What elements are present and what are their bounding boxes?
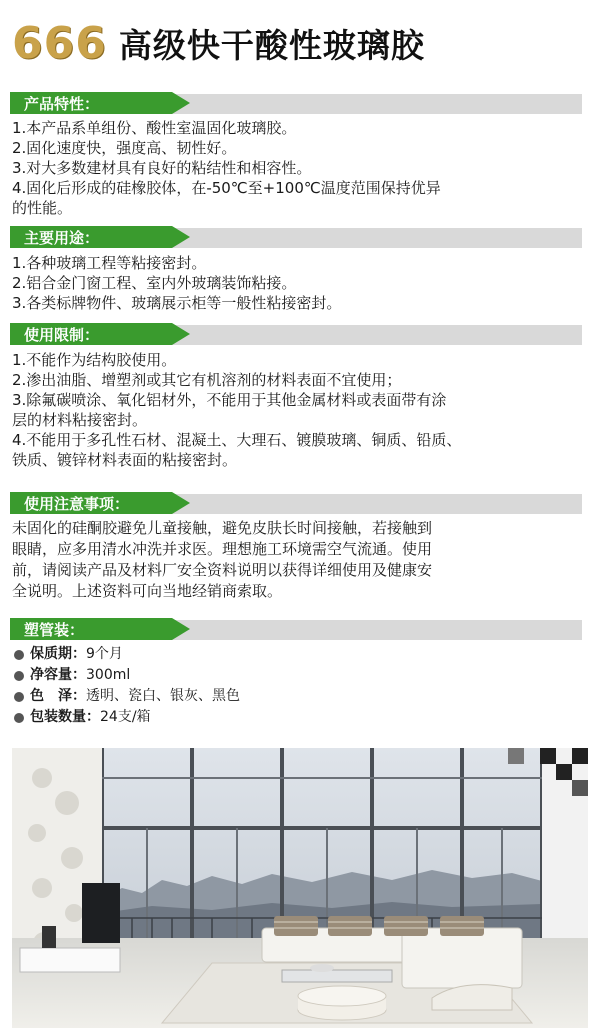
spec-key: 净容量： <box>30 667 86 683</box>
notes-paragraph <box>12 518 584 602</box>
spec-value: 300ml <box>86 667 131 683</box>
list-item: 的性能。 <box>12 199 73 217</box>
page-title: 高级快干酸性玻璃胶 <box>118 25 425 65</box>
spec-item <box>14 644 240 665</box>
package-specs <box>14 644 240 728</box>
spec-key: 保质期： <box>30 646 86 662</box>
model-number: 666 <box>12 17 107 69</box>
section-title: 主要用途： <box>24 229 100 247</box>
list-item: 4.不能用于多孔性石材、混凝土、大理石、镀膜玻璃、铜质、铅质、 <box>12 431 462 449</box>
list-item: 2.渗出油脂、增塑剂或其它有机溶剂的材料表面不宜使用； <box>12 371 402 389</box>
list-item: 3.各类标牌物件、玻璃展示柜等一般性粘接密封。 <box>12 294 342 312</box>
section-header-package <box>10 618 582 640</box>
limits-list <box>12 350 588 470</box>
section-title: 使用注意事项： <box>24 495 130 513</box>
spec-value: 24支/箱 <box>100 709 151 725</box>
title-row <box>12 14 425 72</box>
bullet-dot-icon <box>14 713 24 723</box>
spec-key: 色 泽： <box>30 688 86 704</box>
list-item: 1.各种玻璃工程等粘接密封。 <box>12 254 207 272</box>
spec-value: 透明、瓷白、银灰、黑色 <box>86 688 240 704</box>
list-item: 4.固化后形成的硅橡胶体，在-50℃至+100℃温度范围保持优异 <box>12 179 441 197</box>
spec-item <box>14 665 240 686</box>
section-title: 塑管装： <box>24 621 85 639</box>
section-header-notes <box>10 492 582 514</box>
section-title: 使用限制： <box>24 326 100 344</box>
paragraph-line: 全说明。上述资料可向当地经销商索取。 <box>12 582 283 600</box>
bullet-dot-icon <box>14 650 24 660</box>
paragraph-line: 未固化的硅酮胶避免儿童接触，避免皮肤长时间接触，若接触到 <box>12 519 433 537</box>
section-header-limits <box>10 323 582 345</box>
spec-key: 包装数量： <box>30 709 100 725</box>
list-item: 3.除氟碳喷涂、氧化铝材外，不能用于其他金属材料或表面带有涂 <box>12 391 447 409</box>
interior-photo <box>12 748 588 1028</box>
section-header-uses <box>10 226 582 248</box>
list-item: 2.固化速度快，强度高、韧性好。 <box>12 139 237 157</box>
bullet-dot-icon <box>14 671 24 681</box>
list-item: 2.铝合金门窗工程、室内外玻璃装饰粘接。 <box>12 274 297 292</box>
list-item: 层的材料粘接密封。 <box>12 411 148 429</box>
list-item: 铁质、镀锌材料表面的粘接密封。 <box>12 451 238 469</box>
bullet-dot-icon <box>14 692 24 702</box>
spec-value: 9个月 <box>86 646 123 662</box>
paragraph-line: 前，请阅读产品及材料厂安全资料说明以获得详细使用及健康安 <box>12 561 433 579</box>
list-item: 1.不能作为结构胶使用。 <box>12 351 177 369</box>
section-header-features <box>10 92 582 114</box>
spec-item <box>14 707 240 728</box>
section-title: 产品特性： <box>24 95 100 113</box>
list-item: 3.对大多数建材具有良好的粘结性和相容性。 <box>12 159 312 177</box>
uses-list <box>12 253 588 313</box>
spec-item <box>14 686 240 707</box>
paragraph-line: 眼睛，应多用清水冲洗并求医。理想施工环境需空气流通。使用 <box>12 540 433 558</box>
features-list <box>12 118 588 218</box>
list-item: 1.本产品系单组份、酸性室温固化玻璃胶。 <box>12 119 297 137</box>
